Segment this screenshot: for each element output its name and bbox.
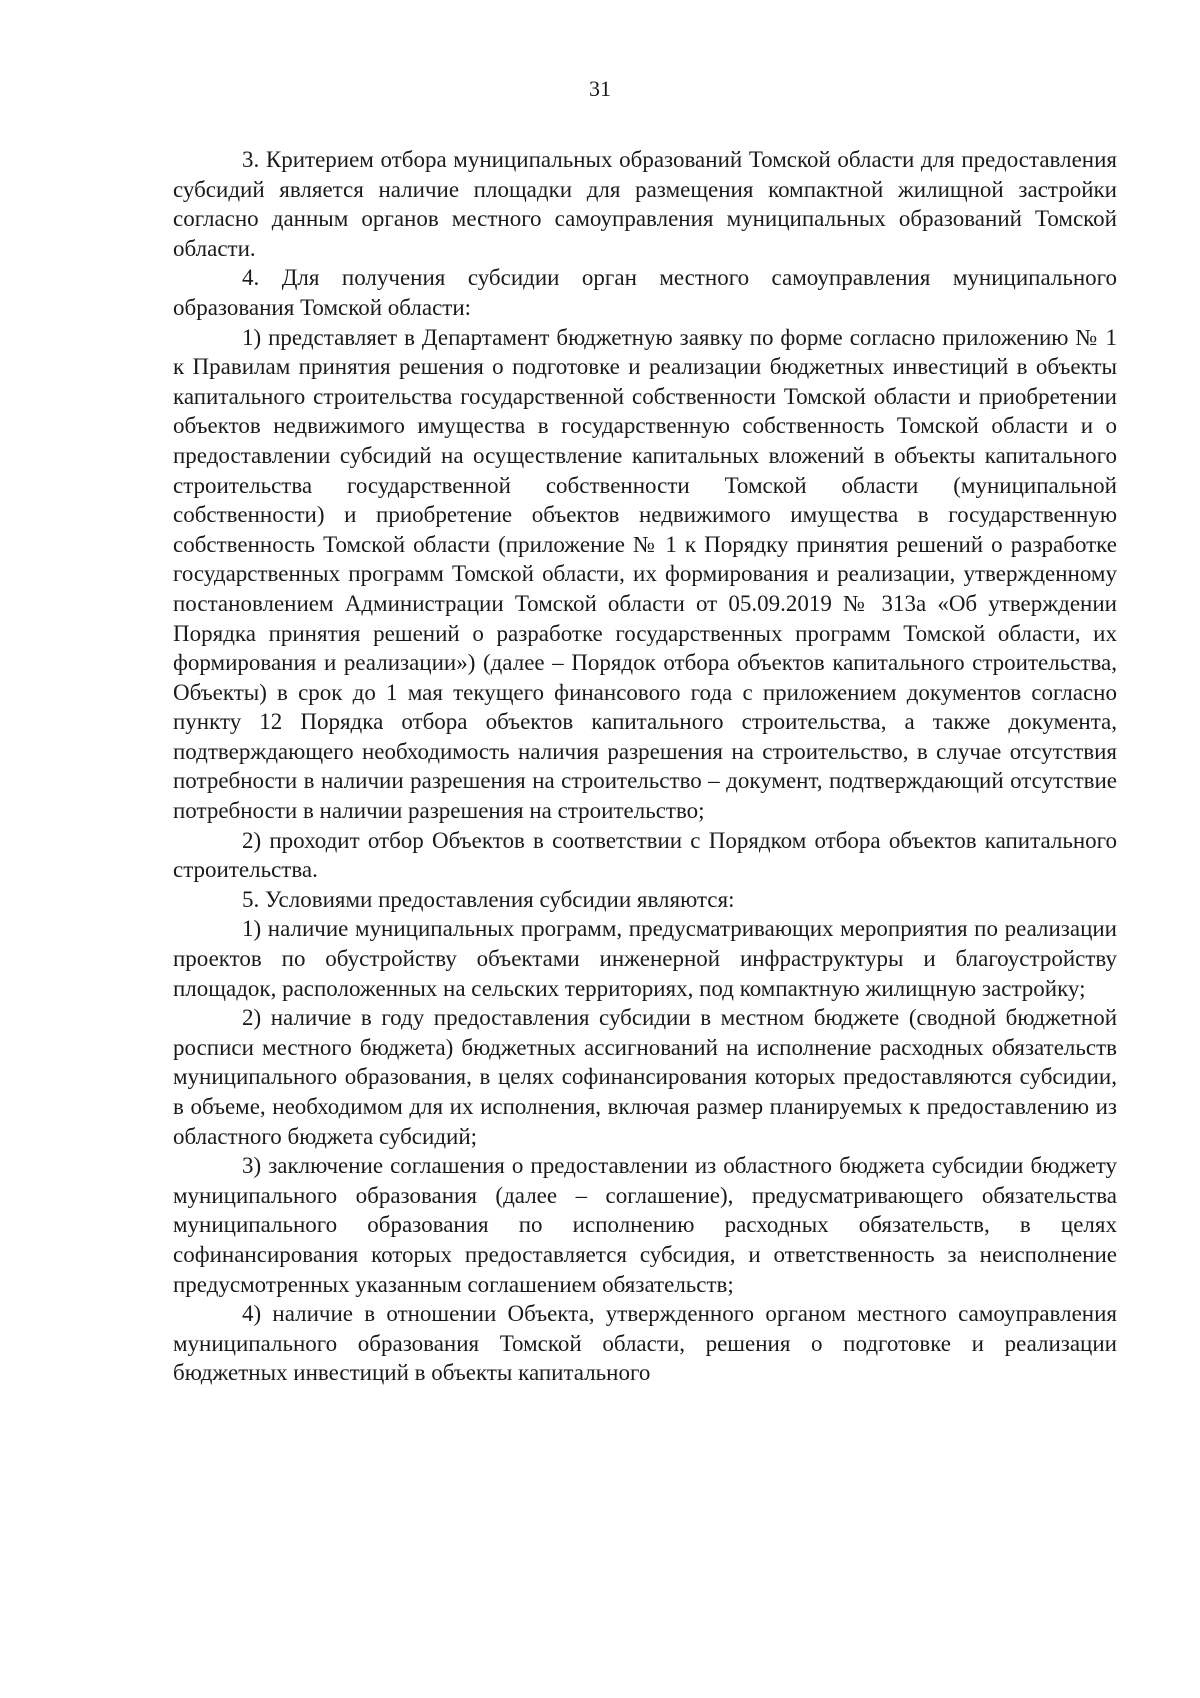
paragraph-5-item-3-agreement: 3) заключение соглашения о предоставлении из областного бюджета субсидии бюджету муниципального образования (далее – соглашение), предусматривающего обязательства муниципального образования по исполнению расходных обязательств, в целях софинансирования которых предоставляется субсидия, и ответственность за неисполнение предусмотренных указанным соглашением обязательств; xyxy=(173,1153,1117,1297)
paragraph-5-item-2-budget-allocations: 2) наличие в году предоставления субсидии в местном бюджете (сводной бюджетной росписи местного бюджета) бюджетных ассигнований на исполнение расходных обязательств муниципального образования, в целях софинансирования которых предоставляются субсидии, в объеме, необходимом для их исполнения, включая размер планируемых к предоставлению из областного бюджета субсидий; xyxy=(173,1005,1117,1149)
document-body xyxy=(173,145,1117,1388)
paragraph-5-subsidy-conditions: 5. Условиями предоставления субсидии являются: xyxy=(242,886,735,912)
paragraph-5-item-1-municipal-programs: 1) наличие муниципальных программ, предусматривающих мероприятия по реализации проектов по обустройству объектами инженерной инфраструктуры и благоустройству площадок, расположенных на сельских территориях, под компактную жилищную застройку; xyxy=(173,916,1117,1001)
paragraph-4-item-2-object-selection: 2) проходит отбор Объектов в соответствии с Порядком отбора объектов капитального строительства. xyxy=(173,827,1117,883)
paragraph-4-subsidy-application: 4. Для получения субсидии орган местного самоуправления муниципального образования Томской области: xyxy=(173,265,1117,320)
page-number: 31 xyxy=(589,76,611,101)
paragraph-3-selection-criterion: 3. Критерием отбора муниципальных образований Томской области для предоставления субсидий является наличие площадки для размещения компактной жилищной застройки согласно данным органов местного самоуправления муниципальных образований Томской области. xyxy=(173,147,1117,261)
paragraph-5-item-4-investment-decision: 4) наличие в отношении Объекта, утвержденного органом местного самоуправления муниципального образования Томской области, решения о подготовке и реализации бюджетных инвестиций в объекты капитального xyxy=(173,1301,1117,1386)
paragraph-4-item-1-budget-request: 1) представляет в Департамент бюджетную заявку по форме согласно приложению № 1 к Правилам принятия решения о подготовке и реализации бюджетных инвестиций в объекты капитального строительства государственной собственности Томской области и приобретении объектов недвижимого имущества в государственную собственность Томской области и о предоставлении субсидий на осуществление капитальных вложений в объекты капитального строительства государственной собственности Томской области (муниципальной собственности) и приобретение объектов недвижимого имущества в государственную собственность Томской области (приложение № 1 к Порядку принятия решений о разработке государственных программ Томской области, их формирования и реализации, утвержденному постановлением Администрации Томской области от 05.09.2019 № 313а «Об утверждении Порядка принятия решений о разработке государственных программ Томской области, их формирования и реализации») (далее – Порядок отбора объектов капитального строительства, Объекты) в срок до 1 мая текущего финансового года с приложением документов согласно пункту 12 Порядка отбора объектов капитального строительства, а также документа, подтверждающего необходимость наличия разрешения на строительство, в случае отсутствия потребности в наличии разрешения на строительство – документ, подтверждающий отсутствие потребности в наличии разрешения на строительство; xyxy=(173,324,1117,824)
